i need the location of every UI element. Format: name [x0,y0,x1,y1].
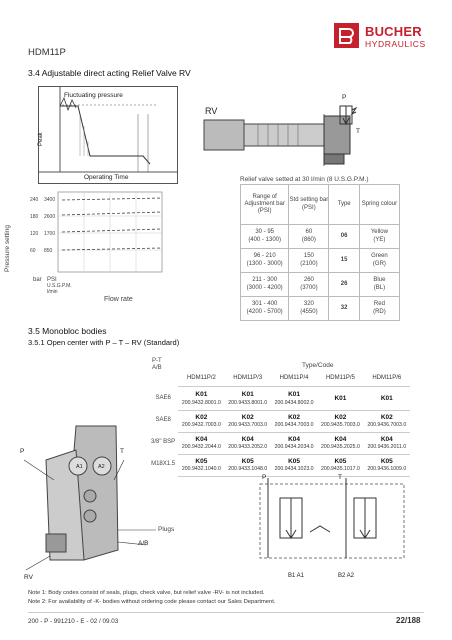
monobloc-body-drawing [6,420,156,580]
k-code: K05 [288,457,301,465]
code-cell [225,454,271,476]
body-port-t: T [120,448,124,455]
k-code: K04 [241,435,254,443]
order-code: 200.9434.7003.0 [274,421,314,428]
pressure-time-chart [38,86,178,184]
section-3-4-title: 3.4 Adjustable direct acting Relief Valve RV [28,68,191,78]
section-3-5-title: 3.5 Monobloc bodies [28,326,107,336]
operating-time-label: Operating Time [84,174,129,181]
code-cell [317,388,363,410]
col-hdm11p-4: HDM11P/4 [271,372,317,386]
monobloc-code-table [148,372,410,387]
code-cell [178,432,224,454]
order-code: 200.9434.1023.0 [274,465,314,472]
code-cell [225,388,271,410]
table-row: 96 - 210 (1300 - 3000) 150 (2100) 15 Green (GR) [241,249,400,273]
k-code: K05 [380,457,393,465]
svg-text:3400: 3400 [44,197,56,203]
k-code: K04 [195,435,208,443]
k-code: K02 [195,413,208,421]
order-code: 200.9436.7003.0 [367,421,407,428]
svg-text:240: 240 [30,197,39,203]
brand-name: BUCHER [365,24,422,39]
code-cell [271,388,317,410]
table-row [148,432,410,454]
order-code: 200.9435.2025.0 [320,443,360,450]
valve-port-p: P [342,94,347,101]
header-type: Type [329,185,359,225]
valve-port-t: T [356,128,360,135]
bar-unit: bar [33,277,42,283]
order-code: 200.9432.8001.0 [181,399,221,406]
table-row [148,410,410,432]
section-3-5-1-subtitle: 3.5.1 Open center with P – T – RV (Standard) [28,338,180,347]
k-code: K04 [380,435,393,443]
col-hdm11p-3: HDM11P/3 [225,372,271,386]
header-colour: Spring colour [359,185,399,225]
k-code: K04 [334,435,347,443]
code-cell [225,410,271,432]
order-code: 200.9434.2034.0 [274,443,314,450]
col-hdm11p-2: HDM11P/2 [178,372,224,386]
k-code: K02 [334,413,347,421]
note-1: Note 1: Body codes consist of seals, plugs, check valve, but relief valve -RV- is not included. [28,590,265,596]
code-cell [364,410,410,432]
body-port-a2: A2 [98,464,105,470]
document-title: HDM11P [28,47,66,58]
flow-rate-axis-label: Flow rate [104,296,133,303]
header-range: Range of Adjustment bar (PSI) [241,185,289,225]
rv-label: RV [205,106,218,116]
k-code: K01 [334,394,347,402]
table-row [148,388,410,410]
col-hdm11p-5: HDM11P/5 [317,372,363,386]
order-code: 200.9436.1009.0 [367,465,407,472]
order-code: 200.9435.1017.0 [320,465,360,472]
k-code: K01 [288,391,301,399]
body-port-p: P [20,448,25,455]
svg-text:180: 180 [30,214,39,220]
schematic-port-p: P [262,474,267,481]
svg-text:120: 120 [30,231,39,237]
code-cell [317,432,363,454]
typecode-header: Type/Code [302,362,334,369]
order-code: 200.9433.7003.0 [228,421,268,428]
hydraulic-schematic [256,478,410,568]
k-code: K05 [334,457,347,465]
fluctuating-label: Fluctuating pressure [64,92,123,99]
code-cell [178,388,224,410]
bucher-logo-icon [334,23,359,48]
table-row: 211 - 300 (3000 - 4200) 260 (3700) 26 Blue (BL) [241,273,400,297]
row-label: M18X1.5 [151,461,176,468]
order-code: 200.9433.2052.0 [228,443,268,450]
svg-text:1700: 1700 [44,231,56,237]
order-code: 200.9435.7003.0 [320,421,360,428]
order-code: 200.9432.2044.0 [181,443,221,450]
row-label: SAE6 [155,395,171,402]
body-port-a1: A1 [76,464,83,470]
relief-valve-symbol-icon [338,102,360,132]
code-cell [317,410,363,432]
k-code: K05 [241,457,254,465]
k-code: K01 [195,391,208,399]
schematic-b2a2: B2 A2 [338,573,355,579]
code-cell [225,432,271,454]
footer-doc-code: 200 - P - 991210 - E - 02 / 09.03 [28,618,119,625]
pressure-setting-axis-label: Pressure setting [4,225,11,272]
k-code: K05 [195,457,208,465]
note-2: Note 2: For availability of -K- bodies without ordering code please contact our Sales Department. [28,599,276,605]
relief-valve-note: Relief valve setted at 30 l/min (8 U.S.G.P.M.) [240,176,369,183]
order-code: 200.9434.8002.0 [274,399,314,406]
brand-sub: HYDRAULICS [365,39,426,49]
table-row: 301 - 400 (4200 - 5700) 320 (4550) 32 Red (RD) [241,297,400,321]
code-cell [178,410,224,432]
code-rows [148,388,410,477]
footer-rule [28,612,424,613]
row-label: 3/8" BSP [151,439,176,446]
relief-valve-spec-table [240,184,400,321]
plugs-label: Plugs [158,526,175,533]
order-code: 200.9433.1048.0 [228,465,268,472]
order-code: 200.9432.7003.0 [181,421,221,428]
k-code: K04 [288,435,301,443]
k-code: K01 [241,391,254,399]
code-table-body [148,388,410,477]
col-hdm11p-6: HDM11P/6 [364,372,410,386]
schematic-b1a1: B1 A1 [288,573,305,579]
brand-logo [334,23,429,51]
code-cell [271,432,317,454]
ab-label: A/B [138,540,149,547]
header-std: Std setting bar (PSI) [289,185,329,225]
lmin-unit: l/min [47,289,58,295]
code-cell [364,388,410,410]
code-cell [364,432,410,454]
schematic-port-t: T [338,474,342,481]
code-cell [271,410,317,432]
svg-text:60: 60 [30,248,36,254]
order-code: 200.9432.1040.0 [181,465,221,472]
k-code: K02 [241,413,254,421]
order-code: 200.9433.8001.0 [228,399,268,406]
table-row [148,454,410,476]
table-row: 30 - 95 (400 - 1300) 60 (860) 06 Yellow (YE) [241,225,400,249]
usgpm-unit: U.S.G.P.M. [47,283,72,289]
code-cell [271,454,317,476]
svg-text:850: 850 [44,248,53,254]
peak-label: Peak [38,132,44,146]
pt-ab-header: P-T A/B [152,358,162,371]
rv-body-label: RV [24,574,33,581]
code-cell [364,454,410,476]
k-code: K02 [288,413,301,421]
svg-text:2600: 2600 [44,214,56,220]
psi-unit: PSI [47,277,57,283]
row-label: SAE8 [155,417,171,424]
page-number: 22/188 [396,616,421,625]
k-code: K02 [380,413,393,421]
k-code: K01 [380,394,393,402]
order-code: 200.9436.2011.0 [367,443,407,450]
code-cell [178,454,224,476]
code-cell [317,454,363,476]
